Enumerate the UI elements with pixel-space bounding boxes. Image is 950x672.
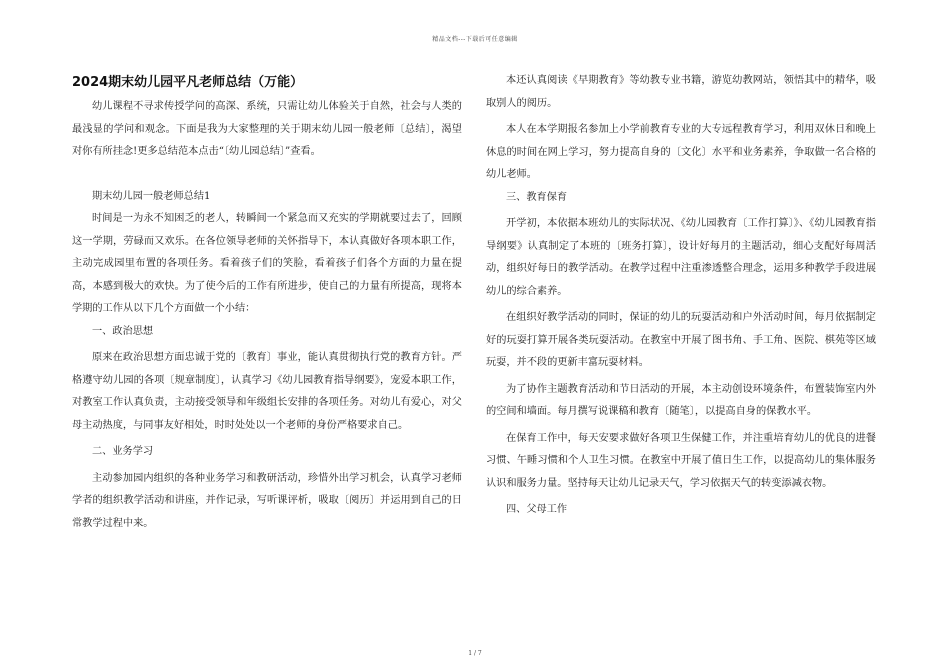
intro-paragraph: 幼儿课程不寻求传授学问的高深、系统，只需让幼儿体验关于自然，社会与人类的最浅显的学问和观念。下面是我为大家整理的关于期末幼儿园一般老师〔总结〕，渴望对你有所挂念!更多总结范本点击“〔幼儿园总结〕”查看。 [72, 101, 462, 157]
section-heading-summary-1: 期末幼儿园一般老师总结1 [92, 190, 211, 202]
paragraph-play-activities: 在组织好教学活动的同时，保证的幼儿的玩耍活动和户外活动时间，每月依据制定好的玩耍打算开展各类玩耍活动。在教室中开展了图书角、手工角、医院、棋苑等区域玩耍，并不段的更新丰富玩耍材料。 [486, 312, 876, 368]
section-heading-politics: 一、政治思想 [92, 325, 154, 337]
page-header: 精品文档---下载后可任意编辑 [432, 36, 518, 43]
section-heading-teaching: 三、教育保育 [506, 191, 568, 203]
left-column [72, 70, 462, 535]
paragraph-environment: 为了协作主题教育活动和节日活动的开展，本主动创设环境条件，布置装饰室内外的空间和墙面。每月撰写说课稿和教育〔随笔〕，以提高自身的保教水平。 [486, 383, 876, 417]
paragraph-care: 在保育工作中，每天安要求做好各项卫生保健工作，并注重培育幼儿的优良的进餐习惯、午睡习惯和个人卫生习惯。在教室中开展了值日生工作，以提高幼儿的集体服务认识和服务力量。坚持每天让幼儿记录天气，学习依据天气的转变添减衣物。 [486, 432, 876, 489]
page-number: 1 / 7 [468, 650, 482, 657]
right-column [486, 70, 876, 522]
document-title: 2024期末幼儿园平凡老师总结（万能） [72, 75, 304, 90]
section-heading-parents: 四、父母工作 [506, 504, 568, 515]
section-heading-study: 二、业务学习 [92, 446, 154, 457]
paragraph-study: 主动参加园内组织的各种业务学习和教研活动，珍惜外出学习机会，认真学习老师学者的组织教学活动和讲座，并作记录，写听课评析，吸取〔阅历〕并运用到自己的日常教学过程中来。 [72, 472, 462, 529]
paragraph-reading: 本还认真阅读《早期教育》等幼教专业书籍，游览幼教网站，领悟其中的精华，吸取别人的阅历。 [486, 75, 876, 109]
paragraph-education: 本人在本学期报名参加上小学前教育专业的大专远程教育学习，利用双休日和晚上休息的时间在网上学习，努力提高自身的〔文化〕水平和业务素养，争取做一名合格的幼儿老师。 [486, 124, 876, 180]
paragraph-teaching-plan: 开学初，本依据本班幼儿的实际状况、《幼儿园教育〔工作打算〕》、《幼儿园教育指导纲要》认真制定了本班的〔班务打算〕，设计好每月的主题活动，细心支配好每周活动，组织好每日的教学活动。在教学过程中注重渗透整合理念，运用多种教学手段进展幼儿的综合素养。 [486, 218, 876, 297]
paragraph-opening: 时间是一为永不知困乏的老人，转瞬间一个紧急而又充实的学期就要过去了，回顾这一学期，劳碌而又欢乐。在各位领导老师的关怀指导下，本认真做好各项本职工作，主动完成园里布置的各项任务。看着孩子们的笑脸，看着孩子们各个方面的力量在提高，本感到极大的欢快。为了使今后的工作有所进步，使自己的力量有所提高，现将本学期的工作从以下几个方面做一个小结： [72, 213, 462, 314]
paragraph-politics: 原来在政治思想方面忠诚于党的〔教育〕事业，能认真贯彻执行党的教育方针。严格遵守幼儿园的各项〔规章制度〕，认真学习《幼儿园教育指导纲要》，宠爱本职工作，对教室工作认真负责，主动接受领导和年级组长安排的各项任务。对幼儿有爱心，对父母主动热度，与同事友好相处，时时处处以一个老师的身份严格要求自己。 [72, 352, 462, 431]
